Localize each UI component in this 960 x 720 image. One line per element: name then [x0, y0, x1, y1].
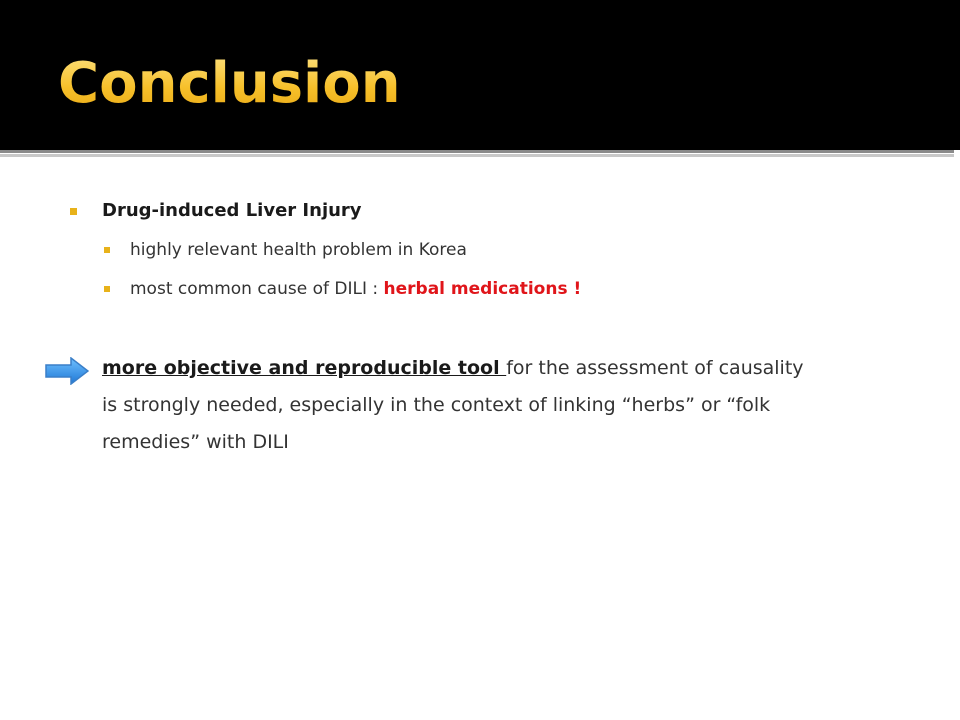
sub-bullet-health-problem: highly relevant health problem in Korea: [130, 240, 467, 260]
square-bullet-icon: [70, 208, 77, 215]
paragraph-line-2: is strongly needed, especially in the context of linking “herbs” or “folk: [102, 394, 771, 416]
square-bullet-icon: [104, 247, 110, 253]
common-cause-text: most common cause of DILI :: [130, 279, 384, 299]
sub-bullet-common-cause: [130, 279, 581, 299]
divider-gap: [954, 150, 960, 157]
paragraph-line-1: [102, 350, 922, 387]
objective-tool-emphasis: more objective and reproducible tool: [102, 357, 507, 379]
causality-text: for the assessment of causality: [506, 357, 804, 379]
herbal-medications-highlight: herbal medications !: [383, 279, 582, 299]
title-divider: [0, 150, 960, 153]
title-bar: [0, 0, 960, 150]
paragraph-line-3: remedies” with DILI: [102, 431, 289, 453]
slide-title: Conclusion: [58, 48, 401, 120]
bullet-drug-induced-liver-injury: Drug-induced Liver Injury: [102, 200, 362, 221]
right-arrow-icon: [45, 357, 89, 385]
square-bullet-icon: [104, 286, 110, 292]
title-divider-light: [0, 154, 960, 157]
conclusion-paragraph: [102, 350, 922, 461]
